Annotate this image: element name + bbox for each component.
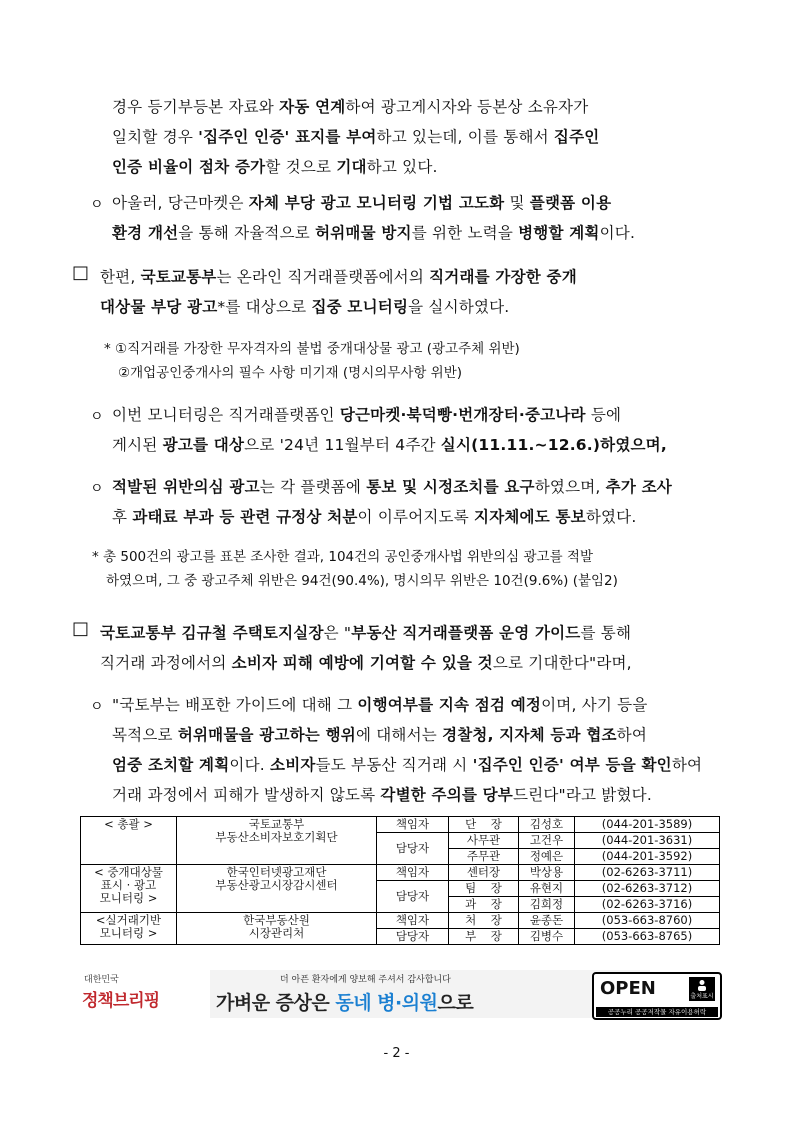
bullet-circle: ㅇ xyxy=(90,409,104,425)
para7-line4: 거래 과정에서 피해가 발생하지 않도록 각별한 주의를 당부드린다"라고 밝혔다. xyxy=(112,786,652,804)
name-cell: 고건우 xyxy=(519,833,575,849)
phone-cell: (044-201-3592) xyxy=(575,849,720,865)
name-cell: 유현지 xyxy=(519,881,575,897)
name-cell: 박상용 xyxy=(519,865,575,881)
phone-cell: (02-6263-3711) xyxy=(575,865,720,881)
phone-cell: (02-6263-3712) xyxy=(575,881,720,897)
role-cell: 책임자 xyxy=(377,817,449,833)
title-cell: 사무관 xyxy=(449,833,519,849)
name-cell: 김성호 xyxy=(519,817,575,833)
page-number: - 2 - xyxy=(383,1046,410,1061)
title-cell: 부 장 xyxy=(449,929,519,945)
para6-line2: 직거래 과정에서의 소비자 피해 예방에 기여할 수 있을 것으로 기대한다"라며, xyxy=(100,654,632,672)
title-cell: 단 장 xyxy=(449,817,519,833)
table-row xyxy=(81,865,720,881)
para6-line1: 국토교통부 김규철 주택토지실장은 "부동산 직거래플랫폼 운영 가이드를 통해 xyxy=(100,624,632,642)
para3-line2: 대상물 부당 광고*를 대상으로 집중 모니터링을 실시하였다. xyxy=(100,298,510,316)
para1-line2: 일치할 경우 '집주인 인증' 표지를 부여하고 있는데, 이를 통해서 집주인 xyxy=(112,128,600,146)
group-label: < 중개대상물 표시 · 광고 모니터링 > xyxy=(81,865,177,913)
phone-cell: (053-663-8765) xyxy=(575,929,720,945)
note1-line2: ②개업공인중개사의 필수 사항 미기재 (명시의무사항 위반) xyxy=(118,365,463,381)
group-label: < 총괄 > xyxy=(81,817,177,865)
para5-line1: 적발된 위반의심 광고는 각 플랫폼에 통보 및 시정조치를 요구하였으며, 추가 조사 xyxy=(112,478,672,496)
attribution-icon: 출처표시 xyxy=(689,977,715,1001)
group-org: 한국부동산원 시장관리처 xyxy=(177,913,377,945)
name-cell: 정예은 xyxy=(519,849,575,865)
phone-cell: (044-201-3631) xyxy=(575,833,720,849)
phone-cell: (053-663-8760) xyxy=(575,913,720,929)
role-cell: 책임자 xyxy=(377,913,449,929)
footer-banner xyxy=(80,970,720,1020)
campaign-headline: 가벼운 증상은 동네 병·의원으로 xyxy=(216,992,474,1014)
policy-briefing-logo[interactable]: 대한민국 정책브리핑 xyxy=(82,975,160,1011)
note2-line1: * 총 500건의 광고를 표본 조사한 결과, 104건의 공인중개사법 위반의심 광고를 적발 xyxy=(92,549,594,565)
note2-line2: 하였으며, 그 중 광고주체 위반은 94건(90.4%), 명시의무 위반은 10건(9.6%) (붙임2) xyxy=(106,573,618,589)
table-row xyxy=(81,817,720,833)
bullet-circle: ㅇ xyxy=(90,197,104,213)
group-org: 한국인터넷광고재단 부동산광고시장감시센터 xyxy=(177,865,377,913)
para2-line2: 환경 개선을 통해 자율적으로 허위매물 방지를 위한 노력을 병행할 계획이다. xyxy=(112,224,636,242)
name-cell: 김병수 xyxy=(519,929,575,945)
para1-line3: 인증 비율이 점차 증가할 것으로 기대하고 있다. xyxy=(112,158,438,176)
phone-cell: (044-201-3589) xyxy=(575,817,720,833)
para7-line3: 엄중 조치할 계획이다. 소비자들도 부동산 직거래 시 '집주인 인증' 여부 등을 확인하여 xyxy=(112,756,703,774)
bullet-square: □ xyxy=(72,618,90,639)
table-row xyxy=(81,913,720,929)
para7-line1: "국토부는 배포한 가이드에 대해 그 이행여부를 지속 점검 예정이며, 사기 등을 xyxy=(112,696,648,714)
contact-table xyxy=(80,816,720,945)
title-cell: 주무관 xyxy=(449,849,519,865)
name-cell: 김희정 xyxy=(519,897,575,913)
open-license-badge[interactable]: OPEN 출처표시 공공누리 공공저작물 자유이용허락 xyxy=(592,972,722,1020)
para7-line2: 목적으로 허위매물을 광고하는 행위에 대해서는 경찰청, 지자체 등과 협조하여 xyxy=(112,726,648,744)
para1-line1: 경우 등기부등본 자료와 자동 연계하여 광고게시자와 등본상 소유자가 xyxy=(112,98,589,116)
phone-cell: (02-6263-3716) xyxy=(575,897,720,913)
group-org: 국토교통부 부동산소비자보호기획단 xyxy=(177,817,377,865)
para4-line2: 게시된 광고를 대상으로 '24년 11월부터 4주간 실시(11.11.~12.6.)하였으며, xyxy=(112,436,667,454)
para3-line1: 한편, 국토교통부는 온라인 직거래플랫폼에서의 직거래를 가장한 중개 xyxy=(100,268,577,286)
bullet-circle: ㅇ xyxy=(90,699,104,715)
para5-line2: 후 과태료 부과 등 관련 규정상 처분이 이루어지도록 지자체에도 통보하였다. xyxy=(112,508,637,526)
open-logo-text: OPEN xyxy=(600,978,656,999)
group-label: <실거래기반 모니터링 > xyxy=(81,913,177,945)
bullet-square: □ xyxy=(72,262,90,283)
para4-line1: 이번 모니터링은 직거래플랫폼인 당근마켓·북덕빵·번개장터·중고나라 등에 xyxy=(112,406,622,424)
role-cell: 담당자 xyxy=(377,929,449,945)
role-cell: 책임자 xyxy=(377,865,449,881)
role-cell: 담당자 xyxy=(377,833,449,865)
title-cell: 센터장 xyxy=(449,865,519,881)
title-cell: 팀 장 xyxy=(449,881,519,897)
note1-line1: * ①직거래를 가장한 무자격자의 불법 중개대상물 광고 (광고주체 위반) xyxy=(104,341,520,357)
title-cell: 과 장 xyxy=(449,897,519,913)
title-cell: 처 장 xyxy=(449,913,519,929)
para2-line1: 아울러, 당근마켓은 자체 부당 광고 모니터링 기법 고도화 및 플랫폼 이용 xyxy=(112,194,612,212)
bullet-circle: ㅇ xyxy=(90,481,104,497)
clinic-campaign-banner[interactable]: 더 아픈 환자에게 양보해 주셔서 감사합니다 가벼운 증상은 동네 병·의원으로 xyxy=(210,970,650,1018)
name-cell: 윤종돈 xyxy=(519,913,575,929)
role-cell: 담당자 xyxy=(377,881,449,913)
